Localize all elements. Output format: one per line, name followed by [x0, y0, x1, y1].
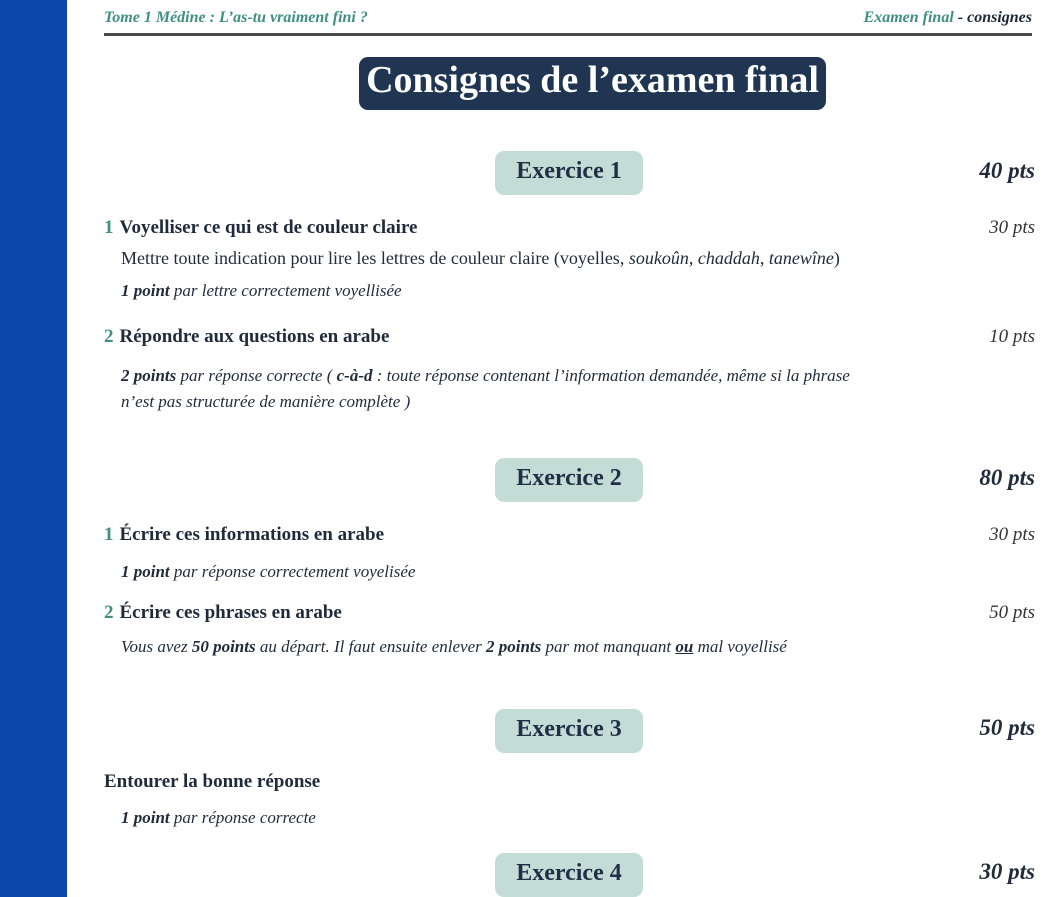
exercise-1-points: 40 pts — [979, 158, 1035, 183]
header-book-title: Tome 1 Médine : L’as-tu vraiment fini ? — [104, 9, 368, 26]
ex1-q2-scoring-note: 2 points par réponse correcte ( c-à-d : toute réponse contenant l’information demandée, même si la phrase n’est pas structurée de manière complète ) — [121, 366, 850, 411]
page-header — [104, 8, 1032, 36]
ex1-q2-points: 10 pts — [989, 326, 1035, 347]
exercise-2-points: 80 pts — [979, 465, 1035, 490]
ex1-q1-points: 30 pts — [989, 217, 1035, 238]
ex2-q1-title: 1 Écrire ces informations en arabe — [104, 524, 385, 545]
page-title: Consignes de l’examen final — [359, 57, 826, 110]
exercise-3-points: 50 pts — [979, 715, 1035, 740]
ex2-q1-points: 30 pts — [989, 524, 1035, 545]
header-section: Examen final - consignes — [863, 9, 1032, 26]
ex2-q2-title: 2 Écrire ces phrases en arabe — [104, 602, 342, 623]
exercise-4-points: 30 pts — [979, 859, 1035, 884]
ex1-q1-scoring-note: 1 point par lettre correctement voyellisée — [121, 281, 402, 300]
ex1-q1-title: 1 Voyelliser ce qui est de couleur claire — [104, 217, 418, 238]
exercise-4-heading: Exercice 4 — [495, 853, 643, 897]
exercise-1-heading: Exercice 1 — [495, 151, 643, 195]
ex1-q1-description: Mettre toute indication pour lire les lettres de couleur claire (voyelles, soukoûn, chaddah, tanewîne) — [121, 248, 840, 268]
ex2-q1-scoring-note: 1 point par réponse correctement voyelisée — [121, 562, 416, 581]
ex2-q2-points: 50 pts — [989, 602, 1035, 623]
left-sidebar-band — [0, 0, 67, 897]
exercise-2-heading: Exercice 2 — [495, 458, 643, 502]
exercise-3-heading: Exercice 3 — [495, 709, 643, 753]
ex2-q2-scoring-note: Vous avez 50 points au départ. Il faut ensuite enlever 2 points par mot manquant ou mal voyellisé — [121, 637, 787, 656]
ex3-q1-scoring-note: 1 point par réponse correcte — [121, 808, 316, 827]
ex1-q2-title: 2 Répondre aux questions en arabe — [104, 326, 390, 347]
ex3-q1-title: Entourer la bonne réponse — [104, 771, 321, 792]
